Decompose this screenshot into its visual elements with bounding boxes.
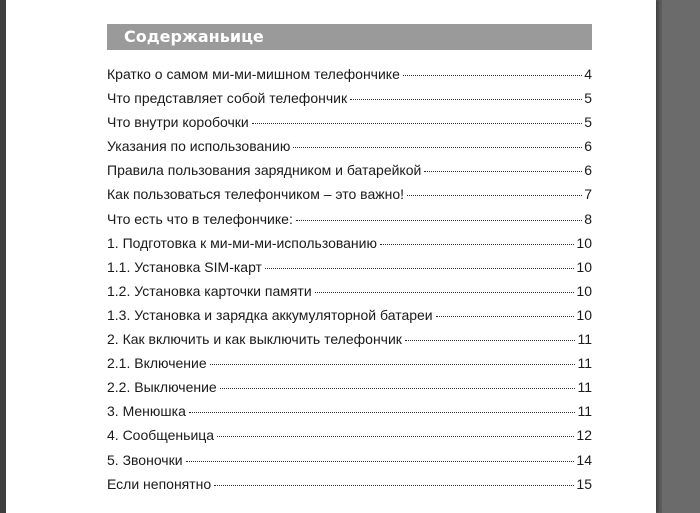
toc-entry[interactable] [107, 184, 592, 208]
toc-entry-title: 2.2. Выключение [107, 379, 217, 396]
toc-entry-title: 1.2. Установка карточки памяти [107, 282, 312, 299]
toc-entry[interactable] [107, 353, 592, 377]
toc-page-number: 11 [577, 355, 592, 372]
toc-dot-leader [403, 75, 582, 76]
toc-dot-leader [210, 364, 576, 365]
toc-dot-leader [407, 195, 582, 196]
toc-entry[interactable] [107, 281, 592, 305]
toc-entry[interactable] [107, 112, 592, 136]
toc-page-number: 8 [584, 210, 592, 227]
toc-page-number: 10 [576, 234, 592, 251]
toc-dot-leader [189, 412, 576, 413]
toc-dot-leader [424, 171, 582, 172]
toc-entry-title: Что представляет собой телефончик [107, 90, 348, 107]
toc-entry-title: 2.1. Включение [107, 355, 207, 372]
section-header-bar [107, 24, 592, 50]
toc-dot-leader [186, 461, 575, 462]
toc-page-number: 5 [584, 114, 592, 131]
toc-dot-leader [265, 268, 574, 269]
toc-dot-leader [214, 485, 574, 486]
toc-entry-title: Что есть что в телефончике: [107, 210, 293, 227]
toc-dot-leader [296, 220, 582, 221]
toc-entry[interactable] [107, 160, 592, 184]
toc-entry[interactable] [107, 450, 592, 474]
toc-entry-title: Кратко о самом ми-ми-мишном телефончике [107, 66, 400, 82]
toc-entry-title: 4. Сообщеньица [107, 427, 215, 444]
toc-entry-title: 3. Менюшка [107, 403, 186, 420]
toc-dot-leader [220, 388, 576, 389]
toc-entry-title: 1.1. Установка SIM-карт [107, 258, 262, 275]
toc-entry-title: Как пользоваться телефончиком – это важно! [107, 186, 405, 203]
toc-page-number: 12 [576, 427, 592, 444]
toc-entry[interactable] [107, 233, 592, 257]
toc-page-number: 10 [576, 282, 592, 299]
toc-dot-leader [350, 99, 582, 100]
toc-entry[interactable] [107, 209, 592, 233]
toc-page-number: 14 [576, 451, 592, 468]
toc-page-number: 11 [577, 379, 592, 396]
section-title: Содержаньице [124, 27, 264, 46]
toc-page-number: 15 [576, 475, 592, 492]
toc-entry[interactable] [107, 425, 592, 449]
toc-dot-leader [380, 244, 574, 245]
toc-page-number: 10 [576, 306, 592, 323]
toc-page-number: 10 [576, 258, 592, 275]
document-page [6, 0, 656, 513]
toc-dot-leader [436, 316, 575, 317]
toc-entry[interactable] [107, 88, 592, 112]
toc-page-number: 6 [584, 162, 592, 179]
toc-entry-title: 5. Звоночки [107, 451, 183, 468]
toc-entry-title: Правила пользования зарядником и батарейкой [107, 162, 422, 179]
toc-entry-title: 2. Как включить и как выключить телефончик [107, 331, 402, 348]
toc-page-number: 7 [584, 186, 592, 203]
toc-entry-title: 1. Подготовка к ми-ми-ми-использованию [107, 234, 377, 251]
toc-dot-leader [405, 340, 576, 341]
toc-entry[interactable] [107, 305, 592, 329]
toc-page-number: 11 [577, 403, 592, 420]
toc-entry-title: Что внутри коробочки [107, 114, 249, 131]
toc-page-number: 5 [584, 90, 592, 107]
toc-entry[interactable] [107, 377, 592, 401]
toc-entry[interactable] [107, 64, 592, 88]
toc-entry[interactable] [107, 401, 592, 425]
toc-page-number: 4 [584, 66, 592, 82]
toc-entry-title: Если непонятно [107, 475, 212, 492]
toc-entry[interactable] [107, 257, 592, 281]
toc-entry[interactable] [107, 136, 592, 160]
viewer-background-right [662, 0, 700, 513]
toc-dot-leader [217, 436, 574, 437]
toc-dot-leader [252, 123, 582, 124]
toc-entry-title: 1.3. Установка и зарядка аккумуляторной батареи [107, 306, 433, 323]
toc-entry-title: Указания по использованию [107, 138, 291, 155]
toc-dot-leader [315, 292, 575, 293]
toc-entry[interactable] [107, 474, 592, 498]
toc-page-number: 11 [577, 331, 592, 348]
toc-page-number: 6 [584, 138, 592, 155]
table-of-contents [107, 64, 592, 498]
toc-dot-leader [293, 147, 582, 148]
toc-entry[interactable] [107, 329, 592, 353]
